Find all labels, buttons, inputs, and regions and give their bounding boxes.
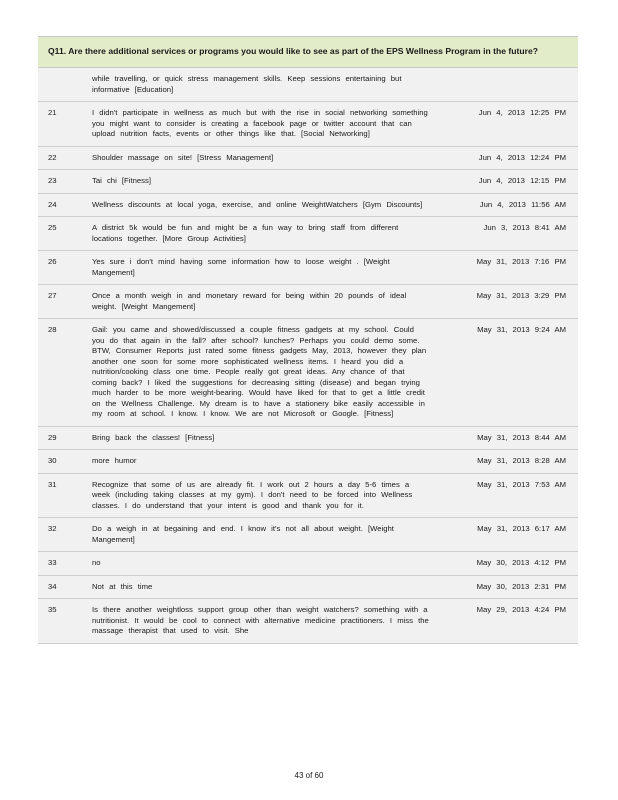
response-text: Once a month weigh in and monetary reward for being within 20 pounds of ideal weight. [Weight Mangement] <box>92 291 407 311</box>
response-number <box>38 68 78 101</box>
response-number: 23 <box>48 176 57 185</box>
response-text: Gail: you came and showed/discussed a couple fitness gadgets at my school. Could you do that again in the fall? after school? lunches? Perhaps you could demo some. BTW, Consumer Reports just rated some fitness gadgets May, 2013, however they plan another one soon for some more sophisticated wellness items. I heard you did a nutrition/cooking class one time. People really got great ideas. Any chance of that coming back? I liked the suggestions for decreasing sitting (disease) and began trying much harder to be more weight-bearing. Would have liked for that to get a little credit on the Wellness Challenge. My dream is to have a stationery bike easily accessible in my room at school. I know. I know. We are not Microsoft or Google. [Fitness] <box>92 325 427 418</box>
survey-table <box>38 36 578 644</box>
response-number: 26 <box>48 257 57 266</box>
response-date: Jun 4, 2013 12:25 PM <box>478 108 566 117</box>
response-date: May 30, 2013 2:31 PM <box>476 581 566 591</box>
response-number: 24 <box>48 199 57 209</box>
response-text: while travelling, or quick stress management skills. Keep sessions entertaining but informative [Education] <box>92 74 402 94</box>
table-row <box>38 450 578 474</box>
response-date: May 31, 2013 8:44 AM <box>477 432 566 442</box>
response-number: 21 <box>48 108 57 117</box>
response-text: Is there another weightloss support group other than weight watchers? something with a nutritionist. It would be cool to connect with alternative medicine practitioners. I miss the massage therapist that used to visit. She <box>92 605 429 635</box>
response-text: more humor <box>92 456 137 465</box>
table-row <box>38 251 578 285</box>
response-date <box>438 68 578 101</box>
response-date: May 29, 2013 4:24 PM <box>476 605 566 614</box>
response-date: May 31, 2013 6:17 AM <box>477 524 566 533</box>
response-text: no <box>92 558 101 567</box>
response-text: A district 5k would be fun and might be a fun way to bring staff from different locations together. [More Group Activities] <box>92 223 399 243</box>
table-row <box>38 170 578 194</box>
response-date: Jun 4, 2013 11:56 AM <box>479 199 566 209</box>
response-number: 33 <box>48 558 57 567</box>
response-number: 25 <box>48 223 57 232</box>
response-date: Jun 3, 2013 8:41 AM <box>483 223 566 232</box>
response-number: 22 <box>48 152 57 162</box>
response-date: May 31, 2013 7:53 AM <box>477 479 566 489</box>
response-rows <box>38 68 578 644</box>
response-text: Recognize that some of us are already fit. I work out 2 hours a day 5-6 times a week (including taking classes at my gym). I don't need to be forced into Wellness classes. I do understand that your intent is good and thank you for it. <box>92 479 413 510</box>
response-text: Wellness discounts at local yoga, exercise, and online WeightWatchers [Gym Discounts] <box>92 199 423 209</box>
response-number: 30 <box>48 456 57 465</box>
response-date: May 31, 2013 8:28 AM <box>477 456 566 465</box>
table-row <box>38 474 578 519</box>
response-text: Tai chi [Fitness] <box>92 176 151 185</box>
table-row <box>38 194 578 218</box>
response-text: I didn't participate in wellness as much but with the rise in social networking something you might want to consider is creating a facebook page or twitter account that can upload nutrition facts, events or other things like that. [Social Networking] <box>92 108 428 138</box>
table-row <box>38 427 578 451</box>
response-date: May 31, 2013 3:29 PM <box>476 291 566 300</box>
table-row <box>38 217 578 251</box>
response-number: 29 <box>48 432 57 442</box>
response-text: Yes sure i don't mind having some information how to loose weight . [Weight Mangement] <box>92 257 390 277</box>
response-number: 35 <box>48 605 57 614</box>
page-number: 43 of 60 <box>294 771 324 780</box>
table-row <box>38 518 578 552</box>
response-number: 31 <box>48 479 57 489</box>
response-date: May 31, 2013 7:16 PM <box>476 257 566 266</box>
response-text: Shoulder massage on site! [Stress Management] <box>92 152 274 162</box>
table-row <box>38 576 578 600</box>
question-header: Q11. Are there additional services or programs you would like to see as part of the EPS Wellness Program in the future? <box>38 37 578 68</box>
table-row <box>38 285 578 319</box>
table-row <box>38 552 578 576</box>
response-number: 34 <box>48 581 57 591</box>
table-row <box>38 319 578 427</box>
response-date: May 31, 2013 9:24 AM <box>477 325 566 334</box>
response-text: Bring back the classes! [Fitness] <box>92 432 215 442</box>
table-row <box>38 147 578 171</box>
table-row <box>38 68 578 102</box>
response-date: Jun 4, 2013 12:15 PM <box>478 176 566 185</box>
response-number: 27 <box>48 291 57 300</box>
response-text: Not at this time <box>92 581 153 591</box>
response-number: 28 <box>48 325 57 334</box>
response-date: May 30, 2013 4:12 PM <box>476 558 566 567</box>
table-row <box>38 599 578 644</box>
response-date: Jun 4, 2013 12:24 PM <box>478 152 566 162</box>
response-number: 32 <box>48 524 57 533</box>
table-row <box>38 102 578 147</box>
response-text: Do a weigh in at begaining and end. I know it's not all about weight. [Weight Mangement] <box>92 524 394 544</box>
